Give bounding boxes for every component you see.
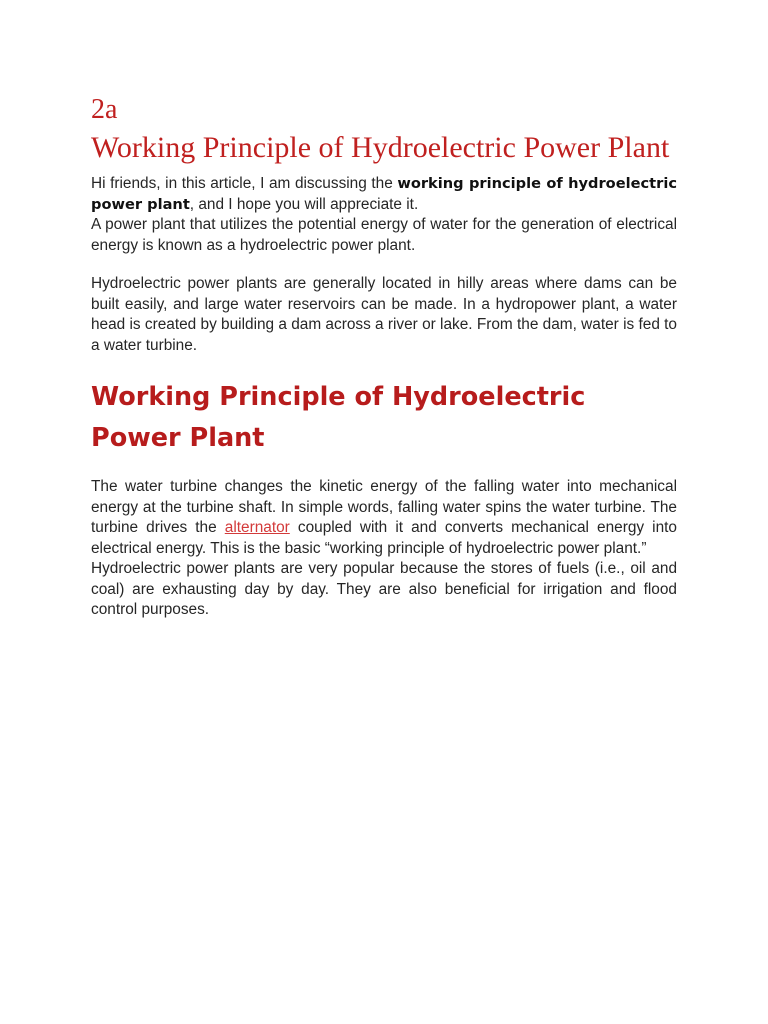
working-text-before-link: The water turbine changes the kinetic energy of the falling water into mechanical energy at the turbine shaft. In simple words, falling water spins the water turbine. The turbine drives the — [91, 478, 677, 536]
location-paragraph: Hydroelectric power plants are generally located in hilly areas where dams can be built easily, and large water reservoirs can be made. In a hydropower plant, a water head is created by building a dam across a river or lake. From the dam, water is fed to a water turbine. — [91, 275, 677, 354]
intro-paragraph — [91, 174, 677, 215]
document-page — [91, 94, 677, 621]
working-text-after-link: coupled with it and converts mechanical energy into electrical energy. This is the basic “working principle of hydroelectric power plant.” — [91, 519, 677, 557]
alternator-link[interactable]: alternator — [224, 519, 290, 536]
section-heading-line-2: Power Plant — [91, 423, 265, 453]
popularity-paragraph: Hydroelectric power plants are very popular because the stores of fuels (i.e., oil and coal) are exhausting day by day. They are also beneficial for irrigation and flood control purposes. — [91, 560, 677, 618]
paragraph-gap — [91, 256, 677, 274]
section-heading — [91, 377, 677, 459]
intro-text-before: Hi friends, in this article, I am discussing the — [91, 175, 398, 192]
working-principle-paragraph — [91, 477, 677, 559]
document-title: Working Principle of Hydroelectric Power Plant — [91, 131, 670, 164]
intro-bold-phrase: working principle of hydroelectric power plant — [91, 175, 677, 213]
section-heading-line-1: Working Principle of Hydroelectric — [91, 382, 586, 412]
intro-text-after: , and I hope you will appreciate it. — [189, 195, 419, 213]
document-number: 2a — [91, 94, 118, 125]
definition-paragraph: A power plant that utilizes the potential energy of water for the generation of electrical energy is known as a hydroelectric power plant. — [91, 216, 677, 254]
